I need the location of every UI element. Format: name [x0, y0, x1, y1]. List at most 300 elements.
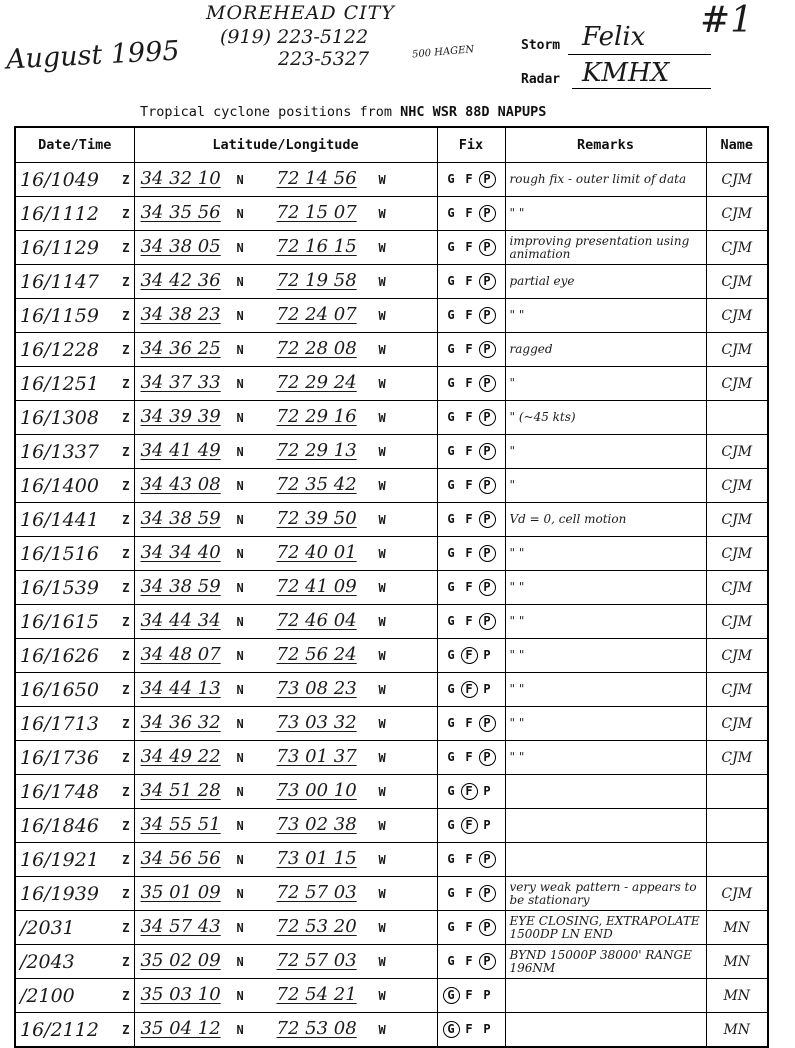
remarks-cell	[505, 571, 706, 605]
name-cell	[706, 197, 768, 231]
fix-option-g: G	[447, 784, 455, 798]
datetime-value: 16/1626	[20, 644, 99, 667]
remarks-cell	[505, 503, 706, 537]
fix-cell	[437, 673, 505, 707]
fix-option-p: P	[479, 341, 496, 358]
fix-option-p: P	[483, 818, 491, 832]
fix-cell	[437, 775, 505, 809]
fix-option-f: F	[465, 886, 473, 900]
fix-option-f: F	[465, 444, 473, 458]
name-cell	[706, 367, 768, 401]
analyst-initials: CJM	[721, 579, 753, 596]
name-cell	[706, 231, 768, 265]
remarks-cell	[505, 707, 706, 741]
col-name: Name	[706, 127, 768, 163]
datetime-value: 16/1129	[20, 236, 99, 259]
remarks-cell	[505, 163, 706, 197]
longitude-value: 73 00 10	[276, 780, 357, 801]
name-cell	[706, 163, 768, 197]
title-source: NHC WSR 88D NAPUPS	[400, 104, 547, 120]
longitude-value: 73 02 38	[276, 814, 357, 835]
datetime-value: 16/1921	[20, 848, 99, 871]
remarks-cell	[505, 741, 706, 775]
north-marker: N	[236, 921, 244, 935]
zulu-marker: Z	[122, 819, 130, 833]
col-fix: Fix	[437, 127, 505, 163]
fix-option-p: P	[479, 885, 496, 902]
datetime-value: 16/1112	[20, 202, 99, 225]
north-marker: N	[236, 547, 244, 561]
latitude-value: 35 04 12	[140, 1018, 221, 1039]
west-marker: W	[378, 615, 386, 629]
north-marker: N	[236, 853, 244, 867]
latlon-cell	[134, 945, 437, 979]
fix-option-f: F	[465, 478, 473, 492]
fix-option-f: F	[465, 376, 473, 390]
fix-cell	[437, 333, 505, 367]
analyst-initials: CJM	[721, 341, 753, 358]
west-marker: W	[378, 173, 386, 187]
west-marker: W	[378, 581, 386, 595]
name-cell	[706, 979, 768, 1013]
remarks-text: " "	[509, 546, 525, 560]
datetime-value: 16/1615	[20, 610, 99, 633]
fix-option-f: F	[465, 580, 473, 594]
analyst-initials: CJM	[721, 239, 753, 256]
fix-option-f: F	[465, 920, 473, 934]
zulu-marker: Z	[122, 751, 130, 765]
north-marker: N	[236, 649, 244, 663]
north-marker: N	[236, 955, 244, 969]
table-row	[15, 945, 768, 979]
datetime-cell	[15, 401, 134, 435]
fix-option-p: P	[483, 988, 491, 1002]
name-cell	[706, 537, 768, 571]
north-marker: N	[236, 207, 244, 221]
fix-cell	[437, 469, 505, 503]
latlon-cell	[134, 707, 437, 741]
datetime-cell	[15, 979, 134, 1013]
fix-option-g: G	[447, 206, 455, 220]
fix-option-g: G	[447, 920, 455, 934]
zulu-marker: Z	[122, 955, 130, 969]
col-latlon: Latitude/Longitude	[134, 127, 437, 163]
fix-cell	[437, 605, 505, 639]
table-row	[15, 741, 768, 775]
analyst-initials: CJM	[721, 443, 753, 460]
name-cell	[706, 673, 768, 707]
latlon-cell	[134, 673, 437, 707]
west-marker: W	[378, 853, 386, 867]
name-cell	[706, 911, 768, 945]
datetime-cell	[15, 877, 134, 911]
table-row	[15, 911, 768, 945]
longitude-value: 72 46 04	[276, 610, 357, 631]
fix-option-g: G	[443, 1021, 460, 1038]
zulu-marker: Z	[122, 241, 130, 255]
latlon-cell	[134, 401, 437, 435]
north-marker: N	[236, 1023, 244, 1037]
fix-option-p: P	[479, 205, 496, 222]
latitude-value: 35 03 10	[140, 984, 221, 1005]
datetime-value: 16/1516	[20, 542, 99, 565]
latlon-cell	[134, 741, 437, 775]
log-date: August 1995	[5, 35, 181, 76]
zulu-marker: Z	[122, 1023, 130, 1037]
table-row	[15, 265, 768, 299]
longitude-value: 72 53 08	[276, 1018, 357, 1039]
table-row	[15, 299, 768, 333]
datetime-cell	[15, 537, 134, 571]
fix-option-f: F	[465, 988, 473, 1002]
analyst-initials: CJM	[721, 613, 753, 630]
fix-option-f: F	[461, 817, 478, 834]
fix-option-p: P	[479, 171, 496, 188]
remarks-text: " "	[509, 750, 525, 764]
latitude-value: 34 38 59	[140, 508, 221, 529]
table-row	[15, 639, 768, 673]
storm-label: Storm	[521, 38, 561, 53]
fix-option-f: F	[465, 172, 473, 186]
north-marker: N	[236, 411, 244, 425]
datetime-value: 16/1939	[20, 882, 99, 905]
datetime-cell	[15, 231, 134, 265]
latitude-value: 34 36 25	[140, 338, 221, 359]
fix-option-g: G	[447, 716, 455, 730]
west-marker: W	[378, 955, 386, 969]
datetime-cell	[15, 843, 134, 877]
remarks-text: improving presentation using animation	[509, 233, 690, 261]
latlon-cell	[134, 231, 437, 265]
name-cell	[706, 775, 768, 809]
longitude-value: 72 56 24	[276, 644, 357, 665]
fix-option-p: P	[483, 682, 491, 696]
longitude-value: 72 40 01	[276, 542, 357, 563]
zulu-marker: Z	[122, 581, 130, 595]
fix-option-f: F	[465, 716, 473, 730]
remarks-cell	[505, 979, 706, 1013]
table-header-row	[15, 127, 768, 163]
latitude-value: 34 32 10	[140, 168, 221, 189]
remarks-cell	[505, 265, 706, 299]
longitude-value: 73 01 37	[276, 746, 357, 767]
fix-option-p: P	[479, 443, 496, 460]
longitude-value: 72 29 13	[276, 440, 357, 461]
sheet-number: #1	[700, 0, 754, 41]
latitude-value: 34 44 13	[140, 678, 221, 699]
radar-id: KMHX	[582, 58, 670, 88]
fix-option-g: G	[447, 512, 455, 526]
fix-option-g: G	[447, 682, 455, 696]
remarks-text: "	[509, 478, 516, 492]
fix-option-f: F	[461, 647, 478, 664]
fix-option-p: P	[479, 579, 496, 596]
latitude-value: 34 38 23	[140, 304, 221, 325]
latlon-cell	[134, 605, 437, 639]
zulu-marker: Z	[122, 173, 130, 187]
analyst-initials: CJM	[721, 545, 753, 562]
longitude-value: 72 28 08	[276, 338, 357, 359]
positions-table	[14, 126, 769, 1048]
fix-cell	[437, 401, 505, 435]
name-cell	[706, 299, 768, 333]
remarks-cell	[505, 1013, 706, 1048]
analyst-initials: CJM	[721, 511, 753, 528]
remarks-text: " "	[509, 716, 525, 730]
latitude-value: 34 42 36	[140, 270, 221, 291]
west-marker: W	[378, 989, 386, 1003]
name-cell	[706, 265, 768, 299]
latitude-value: 34 41 49	[140, 440, 221, 461]
north-marker: N	[236, 445, 244, 459]
fix-option-g: G	[447, 546, 455, 560]
north-marker: N	[236, 173, 244, 187]
remarks-text: " "	[509, 682, 525, 696]
name-cell	[706, 401, 768, 435]
remarks-cell	[505, 639, 706, 673]
datetime-cell	[15, 707, 134, 741]
latlon-cell	[134, 333, 437, 367]
analyst-initials: CJM	[721, 749, 753, 766]
latitude-value: 34 35 56	[140, 202, 221, 223]
datetime-cell	[15, 639, 134, 673]
fix-cell	[437, 503, 505, 537]
zulu-marker: Z	[122, 207, 130, 221]
remarks-text: very weak pattern - appears to be stationary	[509, 879, 697, 907]
name-cell	[706, 843, 768, 877]
west-marker: W	[378, 887, 386, 901]
table-row	[15, 1013, 768, 1048]
datetime-value: /2031	[20, 916, 75, 939]
remarks-cell	[505, 843, 706, 877]
remarks-cell	[505, 945, 706, 979]
datetime-cell	[15, 333, 134, 367]
remarks-cell	[505, 231, 706, 265]
table-row	[15, 809, 768, 843]
fix-option-p: P	[479, 375, 496, 392]
datetime-value: 16/1400	[20, 474, 99, 497]
name-cell	[706, 809, 768, 843]
fix-option-p: P	[479, 273, 496, 290]
north-marker: N	[236, 717, 244, 731]
datetime-value: /2043	[20, 950, 75, 973]
longitude-value: 72 29 16	[276, 406, 357, 427]
name-cell	[706, 639, 768, 673]
remarks-text: " "	[509, 648, 525, 662]
west-marker: W	[378, 649, 386, 663]
remarks-text: " (~45 kts)	[509, 410, 576, 424]
datetime-value: 16/1736	[20, 746, 99, 769]
analyst-initials: CJM	[721, 681, 753, 698]
latlon-cell	[134, 197, 437, 231]
fix-option-p: P	[479, 851, 496, 868]
datetime-cell	[15, 775, 134, 809]
header-note: 500 HAGEN	[411, 44, 475, 61]
datetime-value: 16/1441	[20, 508, 99, 531]
fix-cell	[437, 843, 505, 877]
latlon-cell	[134, 639, 437, 673]
north-marker: N	[236, 309, 244, 323]
longitude-value: 72 15 07	[276, 202, 357, 223]
west-marker: W	[378, 479, 386, 493]
col-remarks: Remarks	[505, 127, 706, 163]
fix-cell	[437, 265, 505, 299]
table-row	[15, 775, 768, 809]
title-prefix: Tropical cyclone positions from	[140, 104, 401, 120]
west-marker: W	[378, 309, 386, 323]
remarks-text: EYE CLOSING, EXTRAPOLATE 1500DP LN END	[509, 913, 700, 941]
table-row	[15, 571, 768, 605]
longitude-value: 72 57 03	[276, 882, 357, 903]
fix-option-g: G	[447, 274, 455, 288]
fix-option-f: F	[461, 681, 478, 698]
zulu-marker: Z	[122, 479, 130, 493]
north-marker: N	[236, 751, 244, 765]
latitude-value: 34 49 22	[140, 746, 221, 767]
table-row	[15, 469, 768, 503]
fix-option-g: G	[447, 172, 455, 186]
longitude-value: 72 53 20	[276, 916, 357, 937]
table-row	[15, 231, 768, 265]
latitude-value: 34 34 40	[140, 542, 221, 563]
zulu-marker: Z	[122, 887, 130, 901]
table-row	[15, 979, 768, 1013]
latitude-value: 34 44 34	[140, 610, 221, 631]
datetime-value: 16/2112	[20, 1018, 99, 1041]
datetime-cell	[15, 197, 134, 231]
remarks-text: " "	[509, 206, 525, 220]
longitude-value: 72 29 24	[276, 372, 357, 393]
analyst-initials: CJM	[721, 273, 753, 290]
fix-option-p: P	[479, 545, 496, 562]
analyst-initials: CJM	[721, 375, 753, 392]
latlon-cell	[134, 367, 437, 401]
remarks-text: " "	[509, 614, 525, 628]
table-row	[15, 605, 768, 639]
fix-option-p: P	[479, 613, 496, 630]
latitude-value: 34 56 56	[140, 848, 221, 869]
fix-option-f: F	[461, 783, 478, 800]
remarks-text: partial eye	[509, 274, 575, 288]
fix-option-f: F	[465, 308, 473, 322]
datetime-cell	[15, 469, 134, 503]
west-marker: W	[378, 547, 386, 561]
longitude-value: 72 16 15	[276, 236, 357, 257]
west-marker: W	[378, 1023, 386, 1037]
west-marker: W	[378, 241, 386, 255]
analyst-initials: CJM	[721, 477, 753, 494]
latlon-cell	[134, 571, 437, 605]
remarks-cell	[505, 605, 706, 639]
north-marker: N	[236, 887, 244, 901]
fix-option-f: F	[465, 240, 473, 254]
datetime-value: 16/1147	[20, 270, 99, 293]
longitude-value: 72 54 21	[276, 984, 357, 1005]
latlon-cell	[134, 469, 437, 503]
fix-option-p: P	[479, 953, 496, 970]
datetime-cell	[15, 809, 134, 843]
fix-option-p: P	[483, 648, 491, 662]
fix-option-g: G	[447, 308, 455, 322]
fix-option-f: F	[465, 954, 473, 968]
west-marker: W	[378, 751, 386, 765]
datetime-cell	[15, 945, 134, 979]
latlon-cell	[134, 265, 437, 299]
fix-option-p: P	[479, 919, 496, 936]
remarks-cell	[505, 299, 706, 333]
fix-cell	[437, 741, 505, 775]
north-marker: N	[236, 513, 244, 527]
name-cell	[706, 741, 768, 775]
west-marker: W	[378, 445, 386, 459]
west-marker: W	[378, 717, 386, 731]
fix-option-p: P	[479, 511, 496, 528]
table-row	[15, 877, 768, 911]
datetime-cell	[15, 741, 134, 775]
zulu-marker: Z	[122, 513, 130, 527]
analyst-initials: MN	[723, 953, 751, 970]
remarks-text: " "	[509, 580, 525, 594]
north-marker: N	[236, 275, 244, 289]
latlon-cell	[134, 435, 437, 469]
name-cell	[706, 333, 768, 367]
fix-option-p: P	[479, 477, 496, 494]
remarks-text: "	[509, 376, 516, 390]
west-marker: W	[378, 513, 386, 527]
remarks-text: Vd = 0, cell motion	[509, 512, 627, 526]
fix-option-p: P	[479, 409, 496, 426]
zulu-marker: Z	[122, 989, 130, 1003]
datetime-value: 16/1228	[20, 338, 99, 361]
datetime-value: 16/1337	[20, 440, 99, 463]
fix-cell	[437, 639, 505, 673]
fix-option-p: P	[483, 1022, 491, 1036]
remarks-cell	[505, 469, 706, 503]
radar-label: Radar	[521, 72, 561, 87]
longitude-value: 73 08 23	[276, 678, 357, 699]
table-row	[15, 537, 768, 571]
fix-option-f: F	[465, 274, 473, 288]
fix-option-f: F	[465, 546, 473, 560]
name-cell	[706, 877, 768, 911]
table-row	[15, 843, 768, 877]
fix-option-f: F	[465, 410, 473, 424]
north-marker: N	[236, 343, 244, 357]
longitude-value: 72 41 09	[276, 576, 357, 597]
fix-option-g: G	[443, 987, 460, 1004]
page-title	[140, 104, 546, 120]
remarks-text: " "	[509, 308, 525, 322]
storm-underline	[568, 54, 711, 55]
name-cell	[706, 571, 768, 605]
fix-option-f: F	[465, 206, 473, 220]
phone-number-1: (919) 223-5122	[220, 26, 369, 48]
fix-option-g: G	[447, 886, 455, 900]
latitude-value: 35 02 09	[140, 950, 221, 971]
analyst-initials: MN	[723, 1021, 751, 1038]
fix-cell	[437, 571, 505, 605]
datetime-cell	[15, 571, 134, 605]
analyst-initials: CJM	[721, 171, 753, 188]
name-cell	[706, 435, 768, 469]
north-marker: N	[236, 819, 244, 833]
latlon-cell	[134, 1013, 437, 1048]
fix-option-g: G	[447, 342, 455, 356]
latlon-cell	[134, 843, 437, 877]
analyst-initials: CJM	[721, 205, 753, 222]
fix-option-g: G	[447, 648, 455, 662]
remarks-cell	[505, 401, 706, 435]
